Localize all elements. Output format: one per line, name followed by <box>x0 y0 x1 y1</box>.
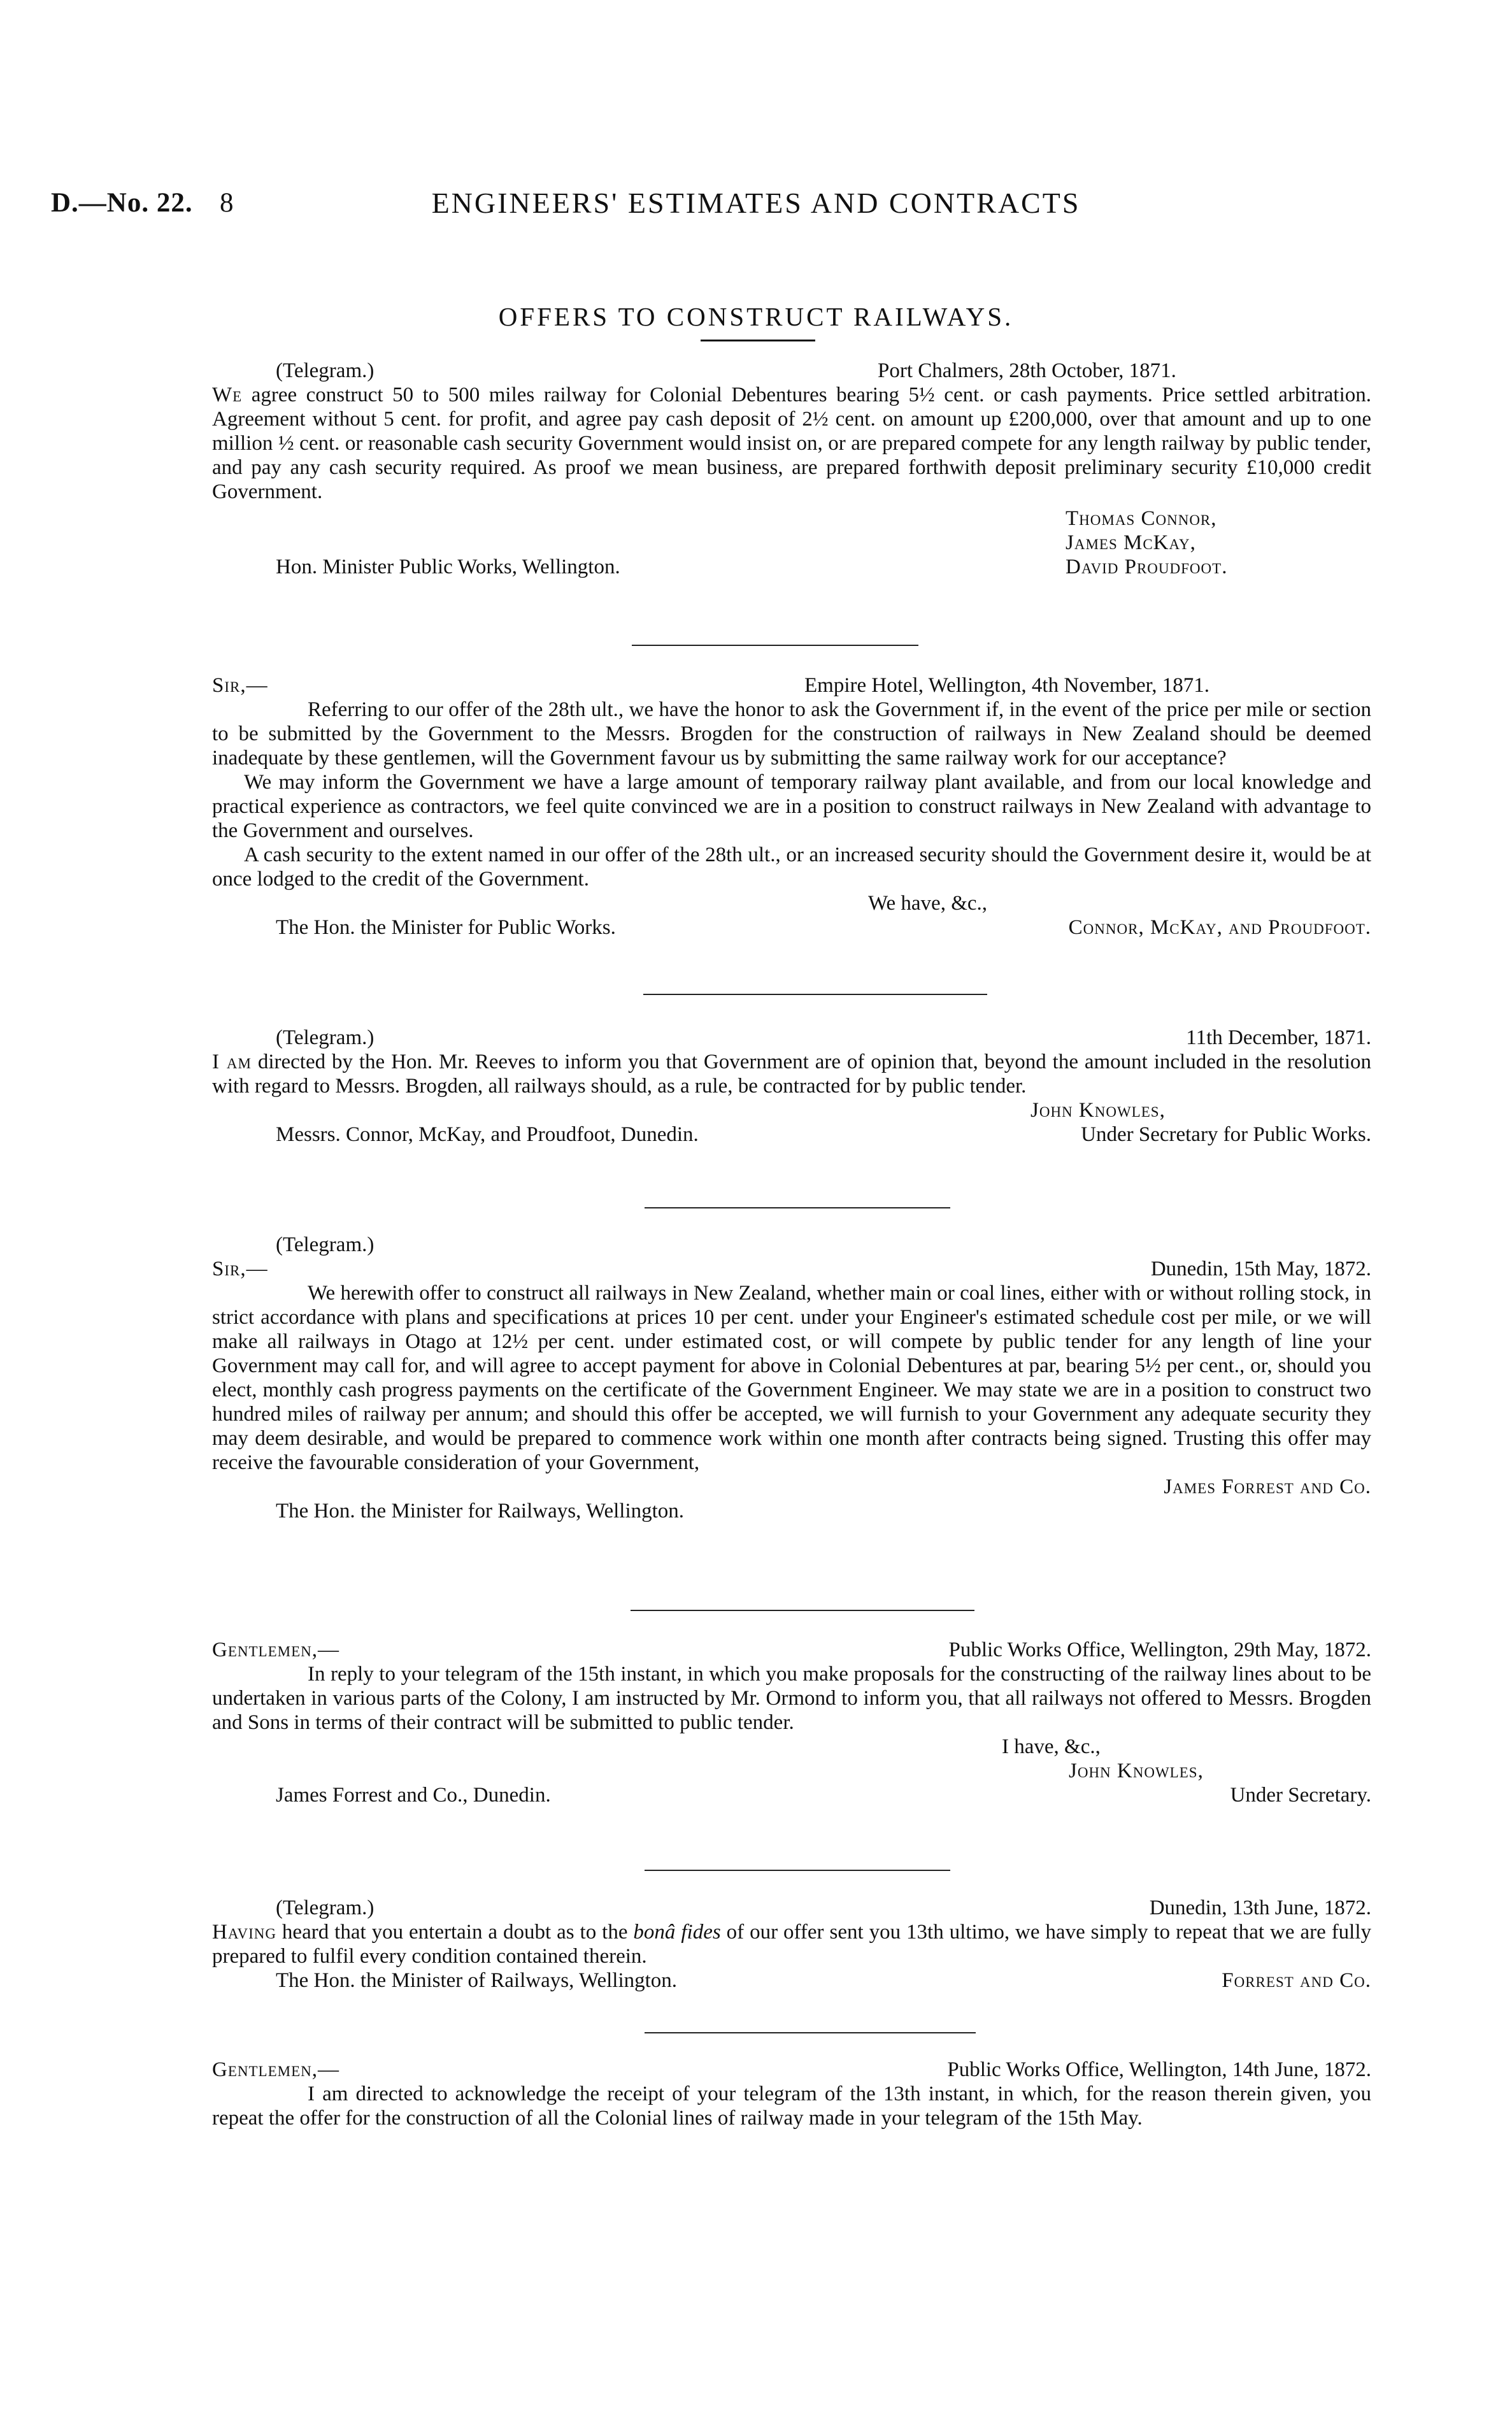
title-underline <box>701 340 815 341</box>
salutation: Sir,— <box>212 674 268 697</box>
place-date: Public Works Office, Wellington, 14th June, 1872. <box>947 2058 1371 2081</box>
divider <box>643 994 987 995</box>
page-number: 8 <box>220 188 234 218</box>
letter-telegram-port-chalmers <box>212 359 1371 579</box>
paragraph: Referring to our offer of the 28th ult., we have the honor to ask the Government if, in the event of the price per mile or section to be submitted by the Government to the Messrs. Brogden for the construction of railways in New Zealand should be deemed inadequate by these gentlemen, will the Government favour us by submitting the same railway work for our acceptance? <box>212 698 1371 770</box>
salutation: Gentlemen,— <box>212 2058 339 2081</box>
letter-body: We herewith offer to construct all railways in New Zealand, whether main or coal lines, either with or without rolling stock, in strict accordance with plans and specifications at prices 10 per cent. under your Engineer's estimated schedule cost per mile, or we will make all railways in Otago at 12½ per cent. under estimated cost, or will compete by public tender for any length of line your Government may call for, and will agree to accept payment for above in Colonial Debentures at par, bearing 5½ per cent., or, should you elect, monthly cash progress payments on the certificate of the Government Engineer. We may state we are in a position to construct two hundred miles of railway per annum; and should this offer be accepted, we will furnish to your Government any adequate security they may deem desirable, and would be prepared to commence work within one month after contracts being signed. Trusting this offer may receive the favourable consideration of your Government, <box>212 1282 1371 1474</box>
place-date: 11th December, 1871. <box>1186 1026 1371 1049</box>
letter-forrest-offer <box>212 1233 1371 1523</box>
addressee: The Hon. the Minister for Public Works. <box>276 916 616 939</box>
letter-body: In reply to your telegram of the 15th instant, in which you make proposals for the constructing of the railway lines about to be undertaken in various parts of the Colony, I am instructed by Mr. Ormond to inform you, that all railways not offered to Messrs. Brogden and Sons in terms of their contract will be submitted to public tender. <box>212 1663 1371 1734</box>
opening-word: Having <box>212 1921 276 1944</box>
letter-public-works-june <box>212 2058 1371 2130</box>
addressee: James Forrest and Co., Dunedin. <box>276 1784 551 1807</box>
place-date: Empire Hotel, Wellington, 4th November, 1871. <box>804 674 1210 697</box>
letter-body: I am directed to acknowledge the receipt of your telegram of the 13th instant, in which, for the reason therein given, you repeat the offer for the construction of all the Colonial lines of railway made in your telegram of the 15th May. <box>212 2082 1371 2130</box>
telegram-label: (Telegram.) <box>276 1026 374 1049</box>
divider <box>631 1610 974 1611</box>
signatory: John Knowles, <box>1031 1099 1166 1122</box>
letter-public-works-may <box>212 1638 1371 1807</box>
signatory: John Knowles, <box>1069 1759 1204 1782</box>
letter-body: directed by the Hon. Mr. Reeves to inform you that Government are of opinion that, beyond the amount included in the resolution with regard to Messrs. Brogden, all railways should, as a rule, be contracted for by public tender. <box>212 1050 1371 1098</box>
signatory-title: Under Secretary for Public Works. <box>1081 1123 1371 1146</box>
closing: I have, &c., <box>1002 1735 1101 1758</box>
divider <box>645 1870 950 1871</box>
place-date: Public Works Office, Wellington, 29th May, 1872. <box>948 1638 1371 1661</box>
place-date: Dunedin, 13th June, 1872. <box>1149 1896 1371 1919</box>
letter-empire-hotel <box>212 673 1371 940</box>
italic-phrase: bonâ fides <box>633 1921 721 1944</box>
running-title: ENGINEERS' ESTIMATES AND CONTRACTS <box>431 187 1081 219</box>
opening-word: We <box>212 383 243 406</box>
signatory: James McKay, <box>1066 531 1196 554</box>
closing: We have, &c., <box>868 892 988 915</box>
signatory: Connor, McKay, and Proudfoot. <box>1068 916 1371 939</box>
divider <box>632 645 918 646</box>
letter-telegram-december <box>212 1026 1371 1147</box>
telegram-label: (Telegram.) <box>276 1896 374 1919</box>
divider <box>645 2032 976 2033</box>
salutation: Gentlemen,— <box>212 1638 339 1661</box>
place-date: Dunedin, 15th May, 1872. <box>1150 1258 1371 1280</box>
signatory: Thomas Connor, <box>1066 507 1217 530</box>
letter-body: agree construct 50 to 500 miles railway for Colonial Debentures bearing 5½ cent. or cash payments. Price settled arbitration. Agreement without 5 cent. for profit, and agree pay cash deposit of 2½ cent. on amount up £200,000, over that amount and up to one million ½ cent. or reasonable cash security Government would insist on, or are prepared compete for any length railway by public tender, and pay any cash security required. As proof we mean business, are prepared forthwith deposit preliminary security £10,000 credit Government. <box>212 383 1372 503</box>
addressee: Hon. Minister Public Works, Wellington. <box>276 555 620 578</box>
letter-telegram-june <box>212 1896 1371 1993</box>
signatory: James Forrest and Co. <box>1164 1475 1371 1498</box>
addressee: Messrs. Connor, McKay, and Proudfoot, Dunedin. <box>276 1123 699 1146</box>
document-reference: D.—No. 22. <box>51 188 193 218</box>
signatory: David Proudfoot. <box>1066 555 1228 578</box>
paragraph: We may inform the Government we have a large amount of temporary railway plant available, and from our local knowledge and practical experience as contractors, we feel quite convinced we are in a position to construct railways in New Zealand with advantage to the Government and ourselves. <box>212 771 1371 842</box>
signatory: Forrest and Co. <box>1222 1969 1371 1992</box>
divider <box>645 1207 950 1208</box>
addressee: The Hon. the Minister of Railways, Wellington. <box>276 1969 678 1992</box>
opening-word: I am <box>212 1050 252 1073</box>
paragraph: A cash security to the extent named in our offer of the 28th ult., or an increased security should the Government desire it, would be at once lodged to the credit of the Government. <box>212 843 1371 891</box>
section-title: OFFERS TO CONSTRUCT RAILWAYS. <box>498 302 1014 331</box>
signatory-title: Under Secretary. <box>1230 1784 1371 1807</box>
salutation: Sir,— <box>212 1258 268 1280</box>
letter-body: heard that you entertain a doubt as to the <box>282 1921 628 1944</box>
letter-body-continued: of our offer sent you 13th ultimo, we have simply to repeat that we are fully prepared to fulfil every condition contained therein. <box>212 1921 1372 1968</box>
page-header <box>51 187 1461 223</box>
place-date: Port Chalmers, 28th October, 1871. <box>878 359 1176 382</box>
addressee: The Hon. the Minister for Railways, Wellington. <box>276 1500 685 1523</box>
telegram-label: (Telegram.) <box>276 359 374 382</box>
telegram-label: (Telegram.) <box>276 1233 374 1256</box>
